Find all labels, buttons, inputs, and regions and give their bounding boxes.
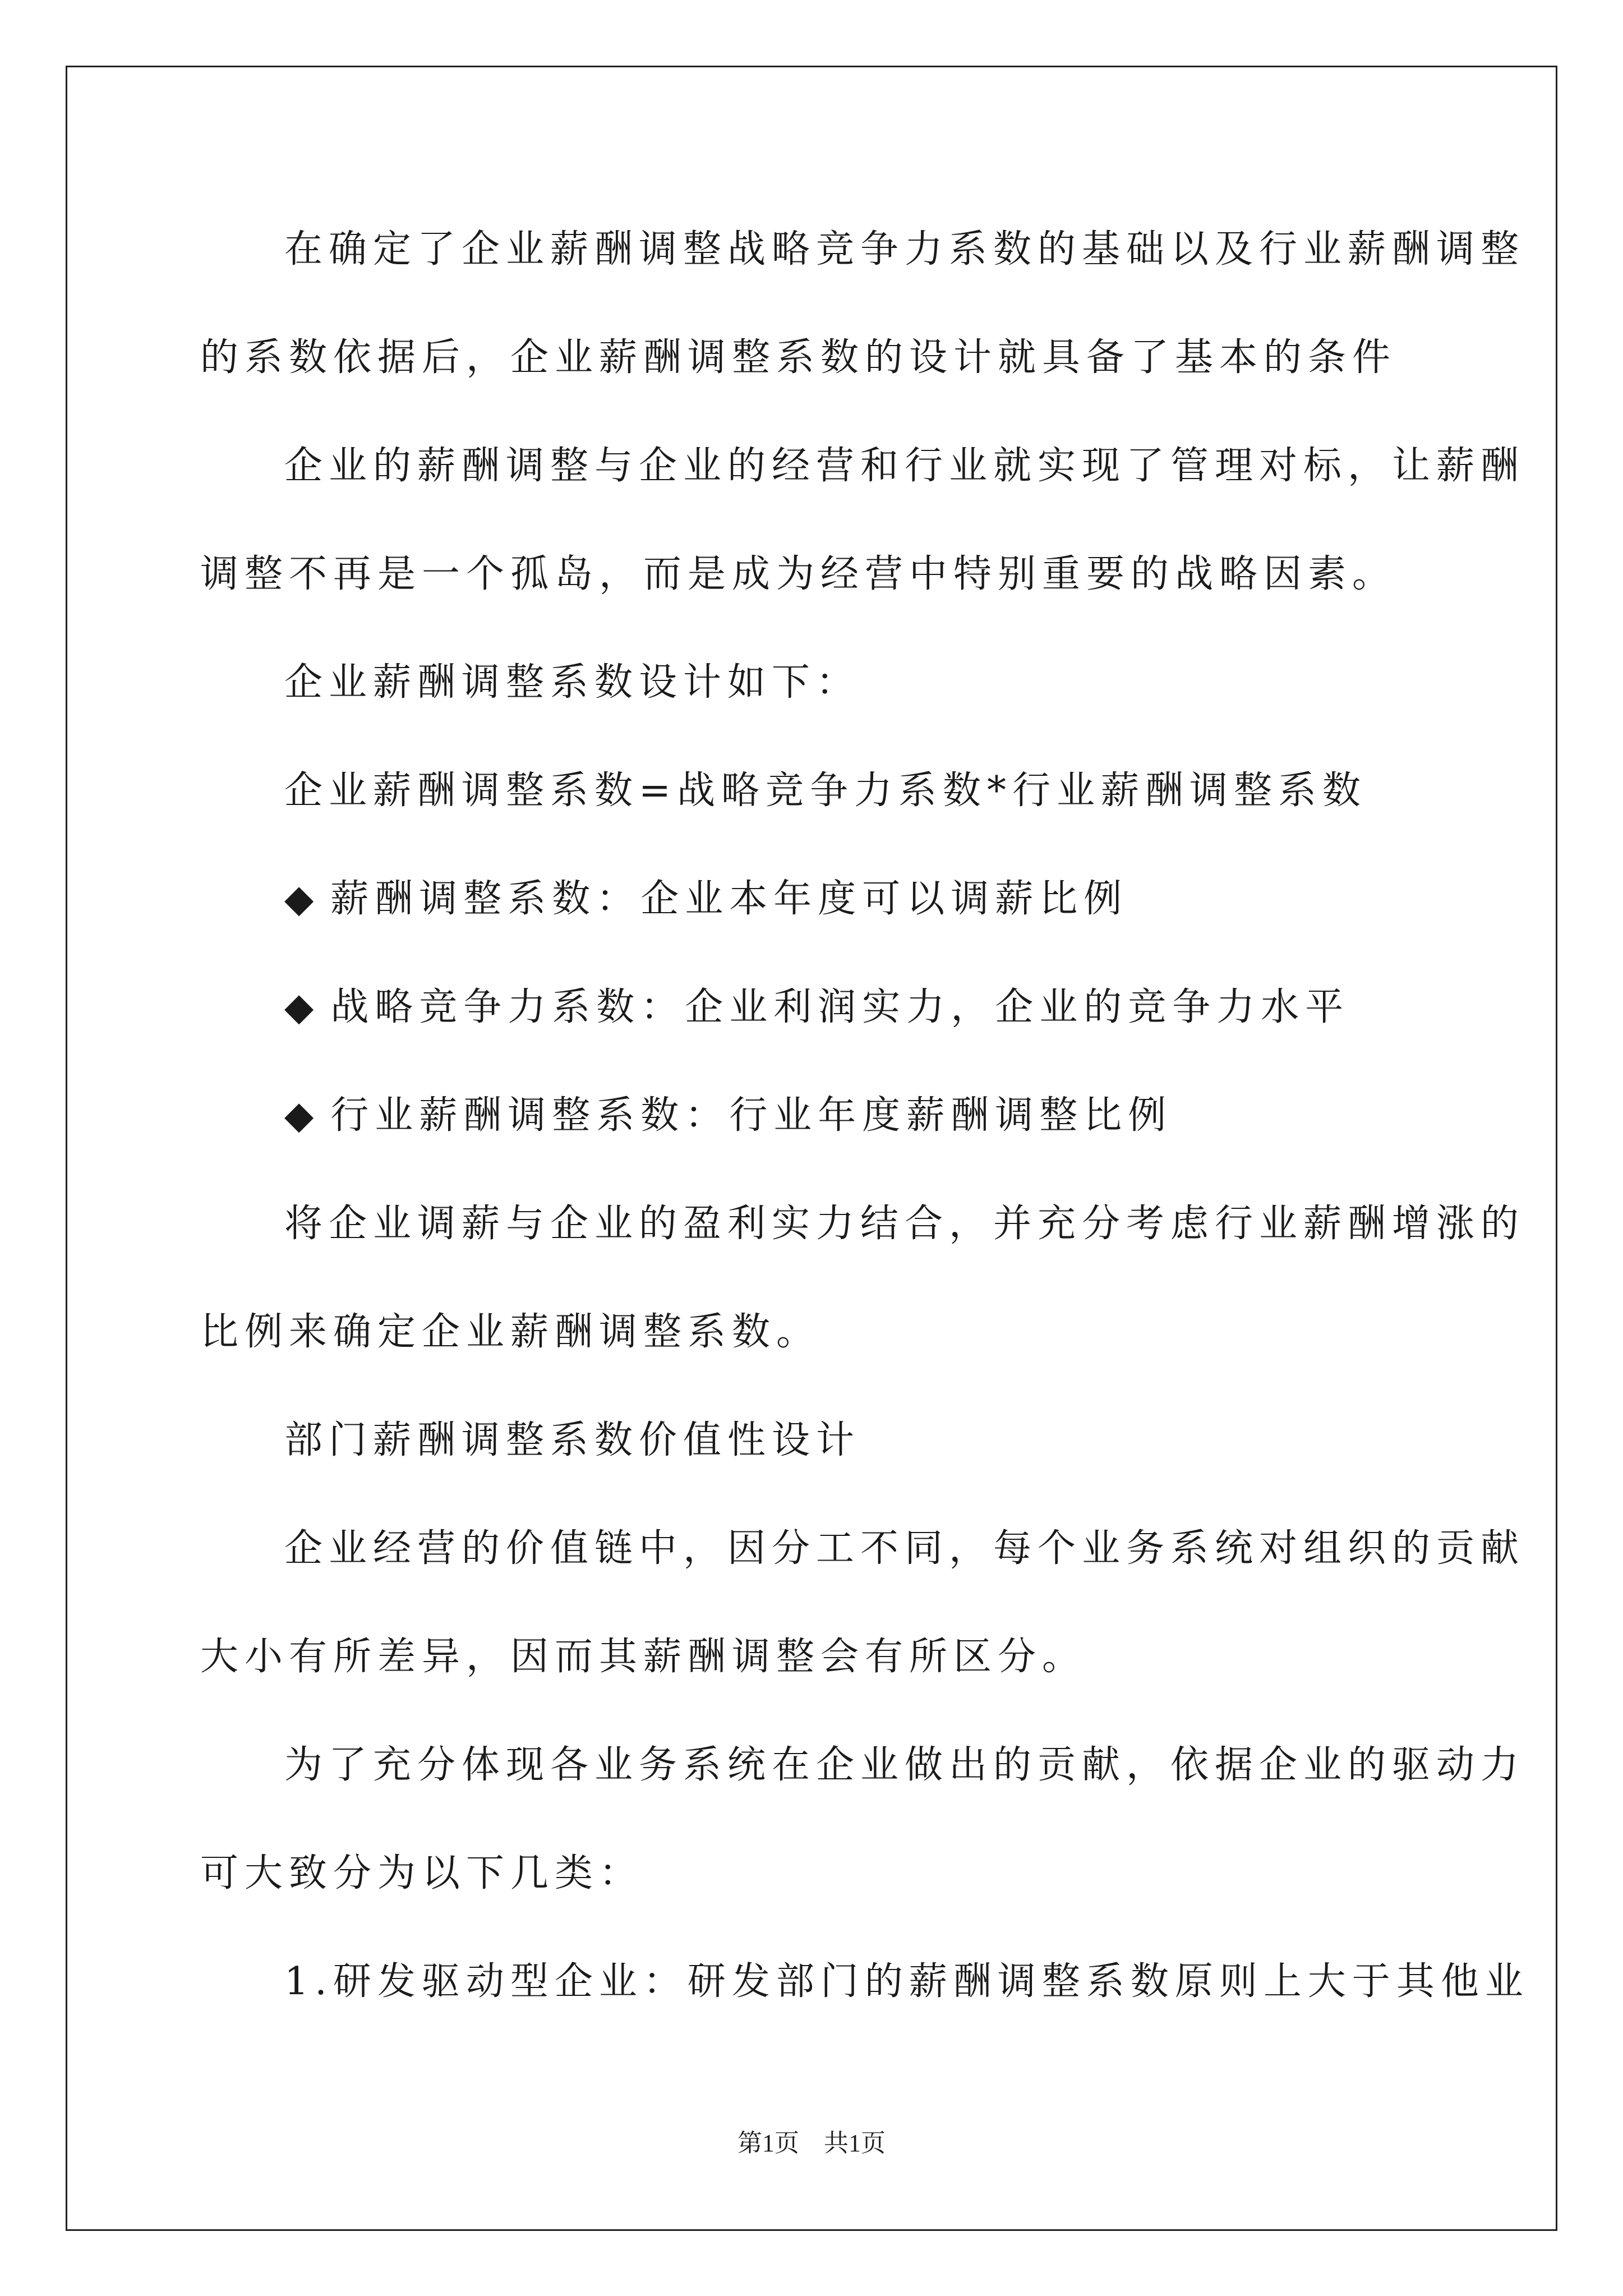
bullet-item: [284, 877, 1128, 922]
bullet-text: 战略竞争力系数：企业利润实力，企业的竞争力水平: [330, 985, 1350, 1029]
bullet-text: 行业薪酬调整系数：行业年度薪酬调整比例: [330, 1093, 1173, 1138]
paragraph-line: 企业的薪酬调整与企业的经营和行业就实现了管理对标，让薪酬: [284, 444, 1525, 488]
paragraph-line: 为了充分体现各业务系统在企业做出的贡献，依据企业的驱动力: [284, 1743, 1525, 1787]
page-border: [66, 66, 1557, 2231]
paragraph-line: 将企业调薪与企业的盈利实力结合，并充分考虑行业薪酬增涨的: [284, 1202, 1525, 1246]
formula-line: 企业薪酬调整系数=战略竞争力系数*行业薪酬调整系数: [284, 769, 1367, 813]
diamond-bullet-icon: ◆: [284, 877, 314, 921]
paragraph-line: 企业经营的价值链中，因分工不同，每个业务系统对组织的贡献: [284, 1526, 1525, 1571]
diamond-bullet-icon: ◆: [284, 1093, 314, 1138]
numbered-item: 1.研发驱动型企业：研发部门的薪酬调整系数原则上大于其他业: [284, 1959, 1529, 2004]
paragraph-line: 在确定了企业薪酬调整战略竞争力系数的基础以及行业薪酬调整: [284, 227, 1525, 272]
paragraph-line: 企业薪酬调整系数设计如下：: [284, 660, 861, 705]
paragraph-line: 大小有所差异，因而其薪酬调整会有所区分。: [200, 1635, 1087, 1679]
paragraph-line: 可大致分为以下几类：: [200, 1851, 644, 1895]
page-footer: 第1页 共1页: [737, 2129, 886, 2157]
paragraph-line: 调整不再是一个孤岛，而是成为经营中特别重要的战略因素。: [200, 552, 1397, 596]
bullet-item: [284, 1093, 1172, 1138]
bullet-item: [284, 985, 1349, 1030]
section-heading: 部门薪酬调整系数价值性设计: [284, 1418, 861, 1462]
bullet-text: 薪酬调整系数：企业本年度可以调薪比例: [330, 877, 1128, 921]
paragraph-line: 的系数依据后，企业薪酬调整系数的设计就具备了基本的条件: [200, 335, 1397, 380]
paragraph-line: 比例来确定企业薪酬调整系数。: [200, 1310, 821, 1354]
diamond-bullet-icon: ◆: [284, 985, 314, 1029]
